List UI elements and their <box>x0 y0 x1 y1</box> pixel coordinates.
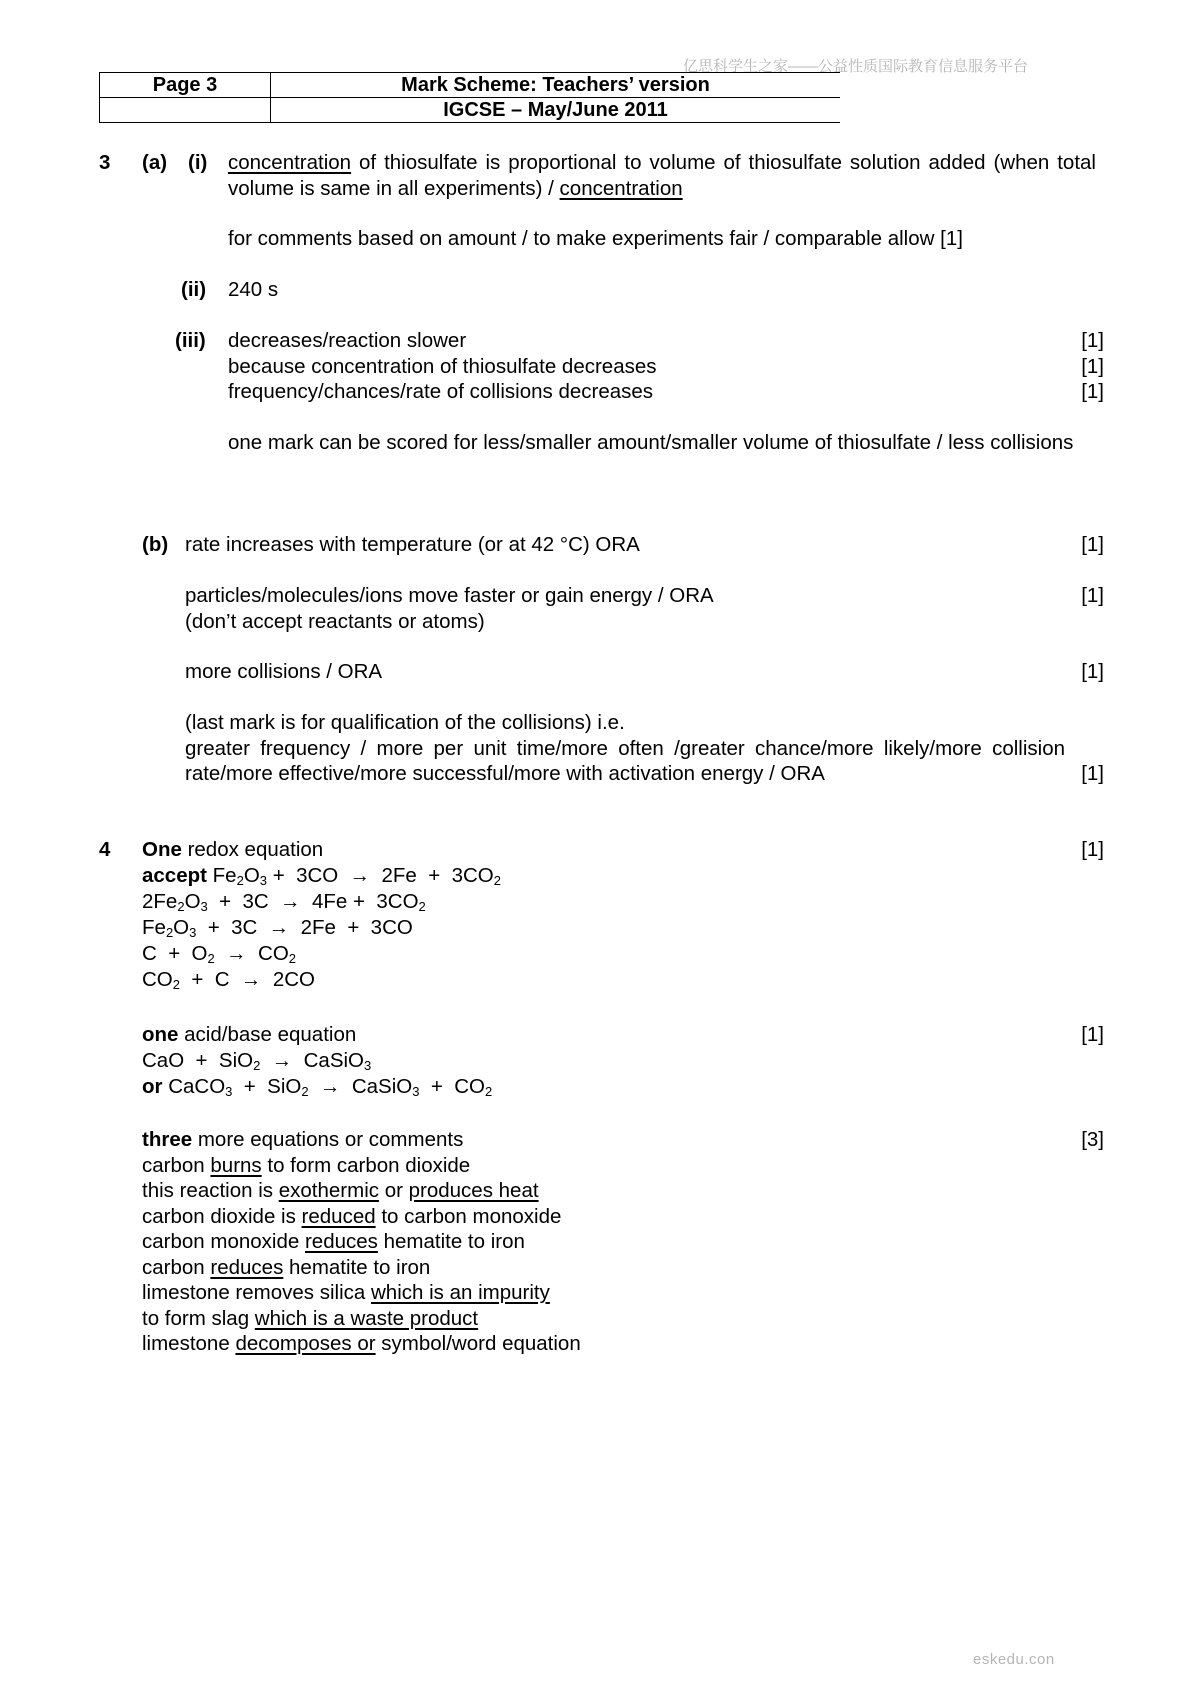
header-table <box>99 72 840 123</box>
q3-a-iii-label: (iii) <box>175 329 206 352</box>
q3-b-line-1: rate increases with temperature (or at 42 °C) ORA <box>185 533 640 556</box>
equation-1: accept $Fe_2O_3 + 3CO \to 2Fe + 3CO_2$ <box>142 864 501 888</box>
q4-number: 4 <box>99 838 111 861</box>
comment-5: carbon reduces hematite to iron <box>142 1255 431 1279</box>
underlined-concentration: concentration <box>228 151 352 174</box>
q3-a-iii-line-3: frequency/chances/rate of collisions decreases <box>228 380 654 403</box>
q4-redox-heading <box>142 837 323 863</box>
accept-label: accept <box>142 864 207 887</box>
q3-a-label: (a) <box>142 151 168 174</box>
q3-b-line-5: (last mark is for qualification of the collisions) i.e. <box>185 711 625 734</box>
bold-one: One <box>142 838 182 861</box>
mark: [1] <box>1081 533 1104 556</box>
mark: [1] <box>1081 1023 1104 1046</box>
comment-1: carbon burns to form carbon dioxide <box>142 1153 471 1177</box>
q3-a-i-label: (i) <box>188 151 208 174</box>
mark: [1] <box>1081 838 1104 861</box>
equation-5: $CO_2 + C \to 2CO$ <box>142 968 315 992</box>
underlined-concentration-2: concentration <box>559 176 683 200</box>
q3-a-i-answer <box>228 150 1096 201</box>
q3-b-line-4: more collisions / ORA <box>185 660 383 683</box>
q3-b-label: (b) <box>142 533 169 556</box>
comment-7: to form slag which is a waste product <box>142 1306 479 1330</box>
redox-text: redox equation <box>181 838 324 861</box>
page-title: Mark Scheme: Teachers’ version <box>271 73 841 98</box>
mark: [1] <box>1081 660 1104 683</box>
equation-6: CaO + SiO$_2$ → CaSiO$_3$ <box>142 1049 372 1073</box>
q3-a-ii-answer: 240 s <box>228 278 279 301</box>
comment-4: carbon monoxide reduces hematite to iron <box>142 1230 525 1253</box>
acid-base-text: acid/base equation <box>178 1023 357 1046</box>
comment-3: carbon dioxide is reduced to carbon monoxide <box>142 1204 562 1228</box>
exam-title: IGCSE – May/June 2011 <box>271 98 841 123</box>
bold-three: three <box>142 1128 193 1151</box>
equation-3: $Fe_2O_3 + 3C \to 2Fe + 3CO$ <box>142 916 413 940</box>
q3-a-iii-line-2: because concentration of thiosulfate decreases <box>228 354 657 378</box>
three-text: more equations or comments <box>192 1128 464 1151</box>
comment-2: this reaction is exothermic or produces heat <box>142 1179 539 1202</box>
mark: [3] <box>1081 1128 1104 1151</box>
page-number: Page 3 <box>100 73 271 98</box>
bold-one-lower: one <box>142 1023 179 1046</box>
q3-a-ii-label: (ii) <box>181 278 207 301</box>
equation-7: or CaCO$_3$ + SiO$_2$ → CaSiO$_3$ + $CO_2$ <box>142 1075 493 1099</box>
comment-8: limestone decomposes or symbol/word equation <box>142 1332 581 1355</box>
equation-2: $2Fe_2O_3 + 3C \to 4Fe + 3CO_2$ <box>142 890 426 914</box>
mark: [1] <box>1081 584 1104 607</box>
q3-a-iii-note: one mark can be scored for less/smaller amount/smaller volume of thiosulfate / less collisions <box>228 431 1074 454</box>
q3-number: 3 <box>99 151 111 174</box>
q3-a-i-note: for comments based on amount / to make experiments fair / comparable allow [1] <box>228 227 963 250</box>
q4-three-heading <box>142 1127 463 1153</box>
watermark-top: 亿思科学生之家——公益性质国际教育信息服务平台 <box>683 58 1029 75</box>
q3-b-line-3: (don’t accept reactants or atoms) <box>185 609 485 633</box>
mark: [1] <box>1081 380 1104 403</box>
q3-b-line-6: greater frequency / more per unit time/more often /greater chance/more likely/more collision rate/more effective/more successful/more with activation energy / ORA <box>185 736 1065 785</box>
mark: [1] <box>1081 762 1104 785</box>
mark: [1] <box>1081 329 1104 352</box>
comment-6: limestone removes silica which is an impurity <box>142 1281 550 1304</box>
header-empty-cell <box>100 98 271 123</box>
equation-4: $C + O_2 \to CO_2$ <box>142 942 297 966</box>
mark: [1] <box>1081 354 1104 378</box>
q3-a-iii-line-1: decreases/reaction slower <box>228 329 467 352</box>
q4-acid-base-heading <box>142 1022 356 1048</box>
q3-b-line-2: particles/molecules/ions move faster or gain energy / ORA <box>185 584 714 607</box>
watermark-bottom: eskedu.con <box>973 1651 1055 1668</box>
or-label: or <box>142 1075 163 1098</box>
q3-a-i-text: of thiosulfate is proportional to volume of thiosulfate solution added (when total volume is same in all experiments) / <box>228 151 1096 200</box>
